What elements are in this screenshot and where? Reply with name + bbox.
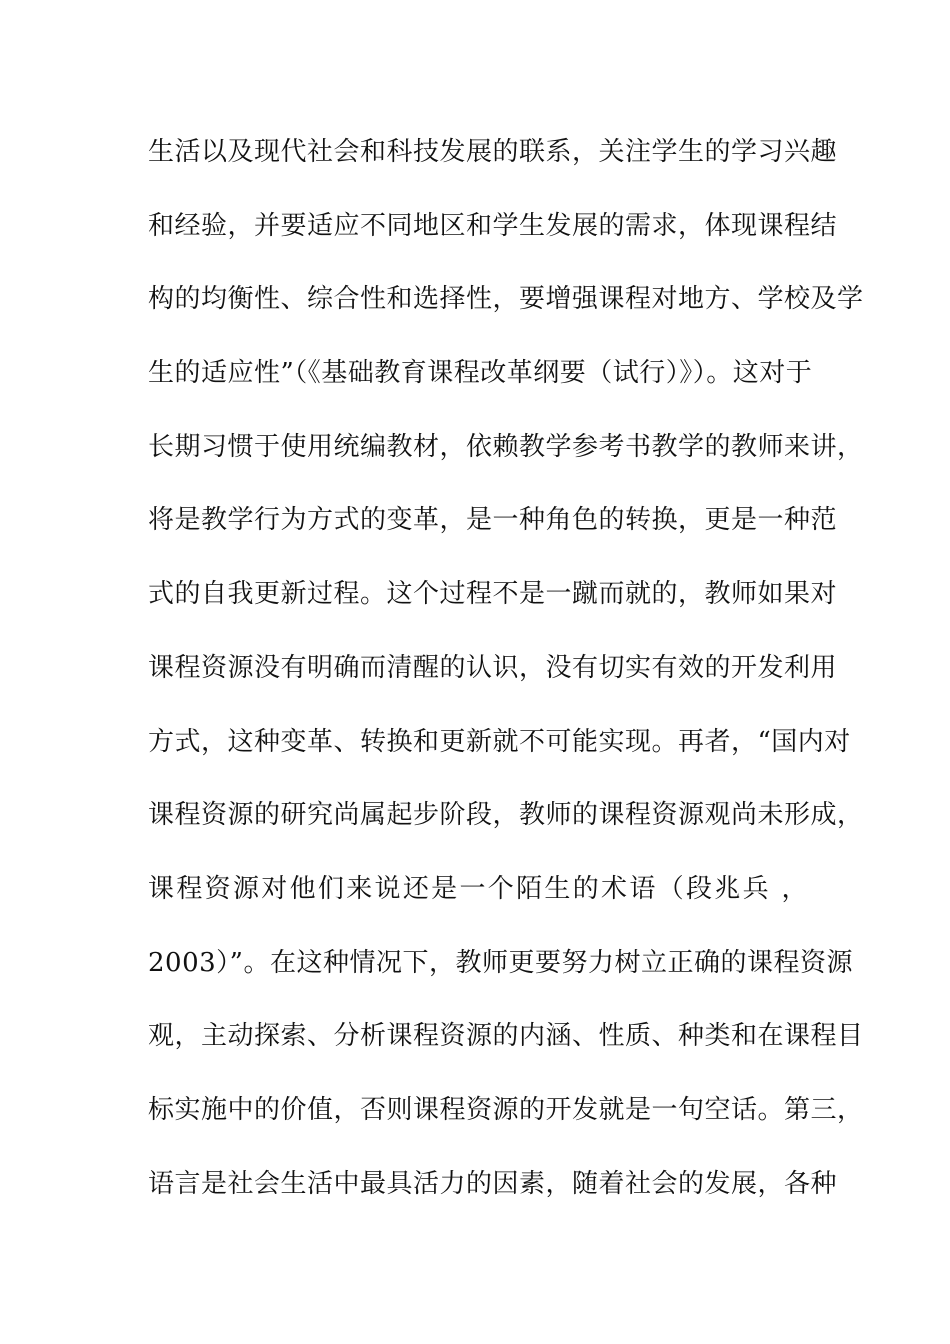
text-line: 语言是社会生活中最具活力的因素，随着社会的发展，各种	[148, 1168, 838, 1199]
text-line: 长期习惯于使用统编教材，依赖教学参考书教学的教师来讲，	[148, 431, 864, 462]
text-line: 标实施中的价值，否则课程资源的开发就是一句空话。第三，	[148, 1094, 864, 1125]
body-paragraph	[148, 126, 864, 1231]
text-line: 构的均衡性、综合性和选择性，要增强课程对地方、学校及学	[148, 284, 864, 315]
text-line: 和经验，并要适应不同地区和学生发展的需求，体现课程结	[148, 210, 838, 241]
text-line: 方式，这种变革、转换和更新就不可能实现。再者，“国内对	[148, 726, 851, 757]
text-line: 2003）”。在这种情况下，教师更要努力树立正确的课程资源	[148, 947, 853, 978]
text-line: 课程资源的研究尚属起步阶段，教师的课程资源观尚未形成，	[148, 800, 864, 831]
text-line: 式的自我更新过程。这个过程不是一蹴而就的，教师如果对	[148, 579, 838, 610]
text-line: 观，主动探索、分析课程资源的内涵、性质、种类和在课程目	[148, 1021, 864, 1052]
text-line: 将是教学行为方式的变革，是一种角色的转换，更是一种范	[148, 505, 838, 536]
text-line: 课程资源没有明确而清醒的认识，没有切实有效的开发利用	[148, 652, 838, 683]
text-line: 课程资源对他们来说还是一个陌生的术语（段兆兵 ，	[148, 873, 808, 904]
text-line: 生活以及现代社会和科技发展的联系，关注学生的学习兴趣	[148, 137, 838, 167]
text-line: 生的适应性”（《基础教育课程改革纲要（试行）》）。这对于	[148, 358, 813, 389]
